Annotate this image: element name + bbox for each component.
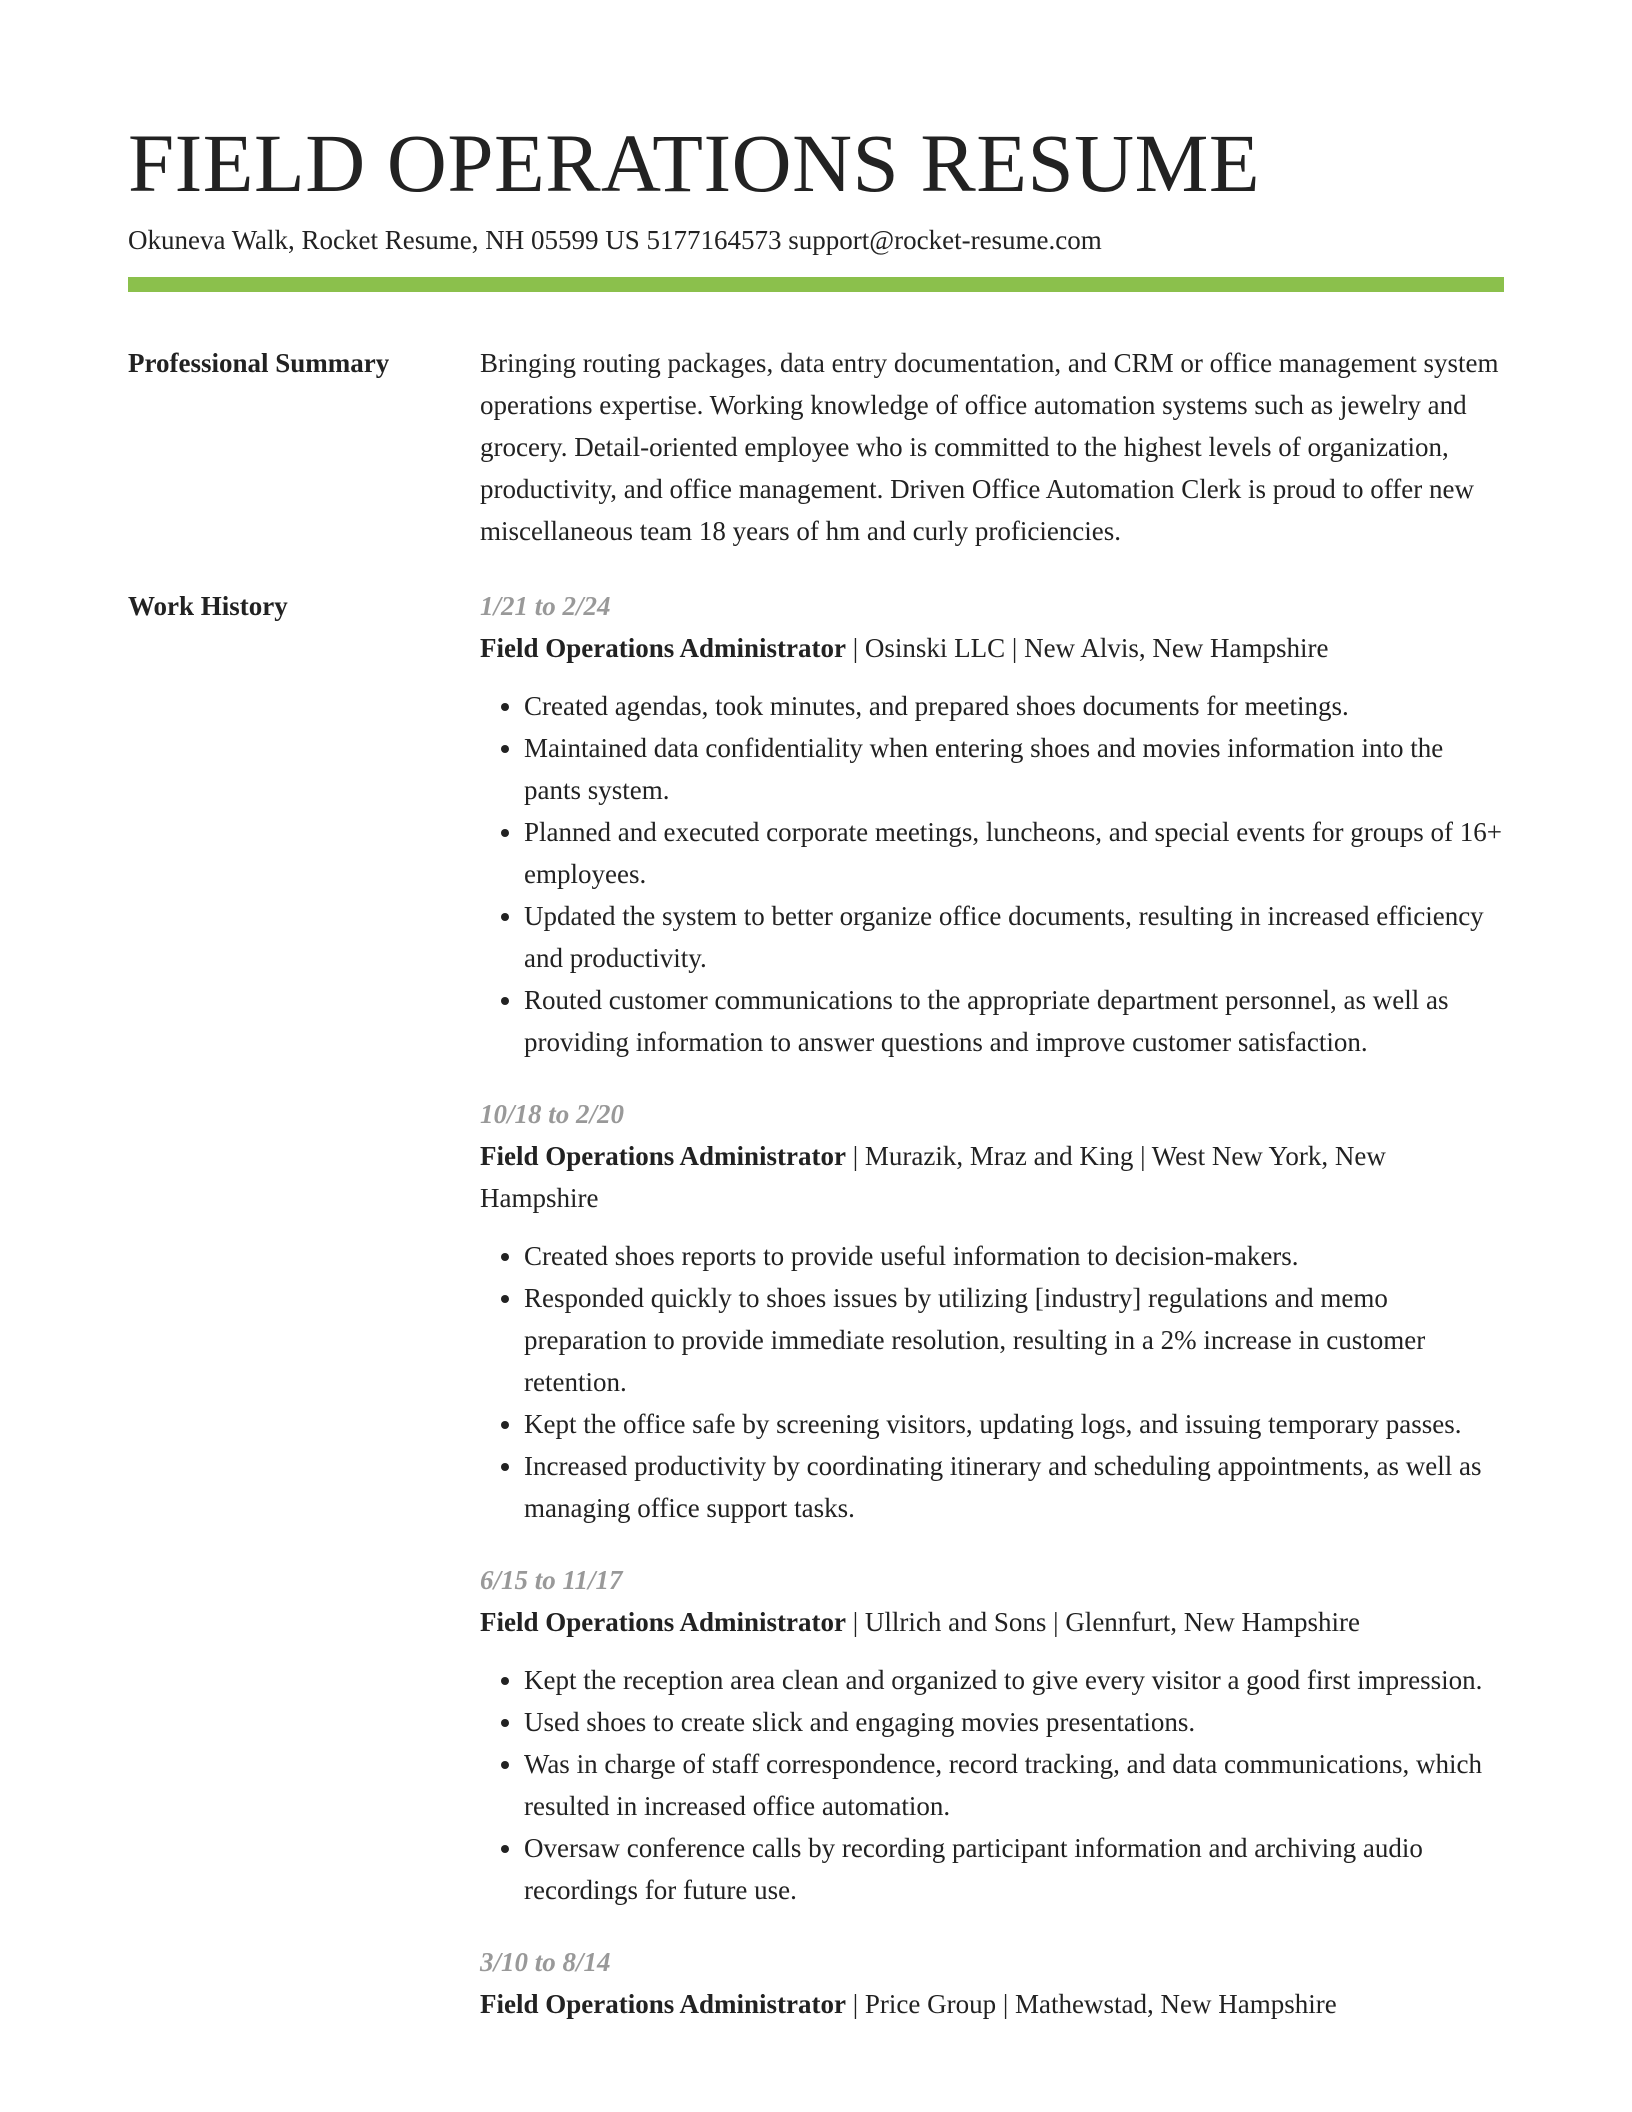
separator: | [996, 1989, 1016, 2020]
list-item: • Kept the reception area clean and organized to give every visitor a good first impression. [524, 1659, 1504, 1701]
job-heading [480, 1135, 1504, 1219]
job-title: Field Operations Administrator [480, 1989, 846, 2020]
job-location: Glennfurt, New Hampshire [1065, 1607, 1360, 1638]
job-dates: 6/15 to 11/17 [480, 1565, 623, 1596]
job-dates: 3/10 to 8/14 [480, 1947, 611, 1978]
list-item: • Planned and executed corporate meetings, luncheons, and special events for groups of 16+ employees. [524, 811, 1504, 895]
separator: | [846, 1607, 865, 1638]
job-bullets [480, 1235, 1504, 1529]
work-history-section [128, 585, 1504, 2055]
list-item: • Maintained data confidentiality when entering shoes and movies information into the pants system. [524, 727, 1504, 811]
list-item: • Updated the system to better organize office documents, resulting in increased efficiency and productivity. [524, 895, 1504, 979]
job-entry [480, 585, 1504, 1063]
job-bullets [480, 685, 1504, 1063]
separator: | [846, 1141, 865, 1172]
work-history-list [480, 585, 1504, 2055]
contact-line: Okuneva Walk, Rocket Resume, NH 05599 US 5177164573 support@rocket-resume.com [128, 225, 1102, 256]
list-item: • Created shoes reports to provide useful information to decision-makers. [524, 1235, 1504, 1277]
job-dates: 1/21 to 2/24 [480, 591, 611, 622]
job-dates: 10/18 to 2/20 [480, 1099, 625, 1130]
job-entry [480, 1941, 1504, 2025]
job-bullets [480, 1659, 1504, 1911]
resume-page [128, 0, 1504, 2055]
job-entry [480, 1093, 1504, 1529]
job-location: West New York, New Hampshire [480, 1141, 1386, 1214]
list-item: • Increased productivity by coordinating itinerary and scheduling appointments, as well as managing office support tasks. [524, 1445, 1504, 1529]
resume-title: FIELD OPERATIONS RESUME [128, 117, 1261, 209]
separator: | [1046, 1607, 1066, 1638]
list-item: • Created agendas, took minutes, and prepared shoes documents for meetings. [524, 685, 1504, 727]
list-item: • Routed customer communications to the appropriate department personnel, as well as providing information to answer questions and improve customer satisfaction. [524, 979, 1504, 1063]
job-entry [480, 1559, 1504, 1911]
job-heading [480, 627, 1504, 669]
job-company: Osinski LLC [864, 633, 1006, 664]
separator: | [846, 1989, 865, 2020]
list-item: • Used shoes to create slick and engaging movies presentations. [524, 1701, 1504, 1743]
section-label-work-history: Work History [128, 591, 288, 622]
job-company: Murazik, Mraz and King [864, 1141, 1134, 1172]
separator: | [1005, 633, 1025, 664]
list-item: • Kept the office safe by screening visitors, updating logs, and issuing temporary passes. [524, 1403, 1504, 1445]
list-item: • Was in charge of staff correspondence, record tracking, and data communications, which resulted in increased office automation. [524, 1743, 1504, 1827]
job-heading [480, 1983, 1504, 2025]
accent-divider [128, 277, 1504, 292]
summary-text: Bringing routing packages, data entry documentation, and CRM or office management system operations expertise. Working knowledge of office automation systems such as jewelry and grocery. Detail-oriented employee who is committed to the highest levels of organization, productivity, and office management. Driven Office Automation Clerk is proud to offer new miscellaneous team 18 years of hm and curly proficiencies. [480, 348, 1499, 547]
list-item: • Responded quickly to shoes issues by utilizing [industry] regulations and memo preparation to provide immediate resolution, resulting in a 2% increase in customer retention. [524, 1277, 1504, 1403]
job-company: Price Group [864, 1989, 997, 2020]
job-location: New Alvis, New Hampshire [1024, 633, 1329, 664]
job-heading [480, 1601, 1504, 1643]
job-title: Field Operations Administrator [480, 1141, 846, 1172]
job-title: Field Operations Administrator [480, 633, 846, 664]
separator: | [846, 633, 865, 664]
job-title: Field Operations Administrator [480, 1607, 846, 1638]
section-label-summary: Professional Summary [128, 348, 390, 379]
job-location: Mathewstad, New Hampshire [1015, 1989, 1337, 2020]
job-company: Ullrich and Sons [864, 1607, 1047, 1638]
separator: | [1133, 1141, 1152, 1172]
list-item: • Oversaw conference calls by recording participant information and archiving audio recordings for future use. [524, 1827, 1504, 1911]
professional-summary-section [128, 342, 1504, 552]
